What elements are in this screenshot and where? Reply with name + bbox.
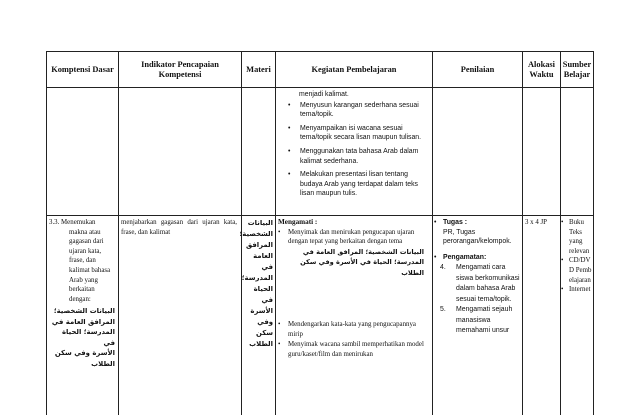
- bullet-icon: •: [288, 101, 291, 109]
- row2-kompetensi-dasar: [49, 218, 117, 369]
- kd-line: makna atau: [69, 228, 101, 236]
- kd-line: ujaran kata,: [69, 247, 102, 255]
- penilaian-pengamatan: [434, 253, 520, 263]
- list-item: [286, 124, 426, 143]
- header-bottom-border: [46, 87, 594, 88]
- kd-line: 3.3. Menemukan: [49, 219, 96, 226]
- kd-indented-block: [49, 228, 117, 305]
- penilaian-numbered-item: [434, 305, 520, 337]
- list-item: [278, 228, 428, 247]
- list-item: [561, 285, 593, 295]
- bullet-icon: •: [288, 171, 291, 179]
- rpp-table: [46, 51, 594, 415]
- bullet-icon: •: [561, 286, 564, 294]
- kegiatan-list-2: [278, 320, 428, 359]
- bullet-icon: •: [278, 321, 281, 329]
- kegiatan-arabic-line: المدرسة؛ الحياة في الأسرة وفي سكن: [300, 258, 424, 267]
- col-border-left: [46, 51, 47, 415]
- row2-indikator: [121, 218, 237, 237]
- kd-arabic-line: البيانات الشخصية؛: [53, 307, 115, 316]
- list-item: [278, 340, 428, 359]
- kegiatan-title: Mengamati :: [278, 218, 318, 226]
- row1-kegiatan-item: Menyusun karangan sederhana sesuai tema/topik.: [300, 101, 419, 119]
- col-border-5: [522, 51, 523, 415]
- header-materi-label: Materi: [246, 64, 271, 74]
- header-indikator-label: Indikator Pencapaian Kompetensi: [141, 59, 219, 79]
- bullet-icon: •: [434, 253, 437, 261]
- list-item: [278, 320, 428, 339]
- row1-kegiatan: [276, 90, 432, 199]
- alokasi-text: 3 x 4 JP: [525, 219, 548, 226]
- materi-line: العامة في: [253, 252, 273, 271]
- kd-line: kalimat bahasa: [69, 266, 111, 274]
- bullet-icon: •: [278, 228, 281, 236]
- col-border-right: [593, 51, 594, 415]
- row2-sumber: [561, 218, 593, 295]
- penilaian-number: 5.: [440, 306, 446, 314]
- header-alokasi: [523, 52, 560, 87]
- row1-kegiatan-lead: menjadi kalimat.: [299, 91, 349, 98]
- sumber-list: [561, 218, 593, 295]
- kd-line: berkaitan: [69, 286, 95, 294]
- materi-line: وفي سكن: [256, 318, 273, 337]
- penilaian-number: 4.: [440, 264, 446, 272]
- bullet-icon: •: [561, 257, 564, 265]
- header-alokasi-label: Alokasi Waktu: [528, 59, 555, 79]
- sumber-item: Buku Teks yang relevan: [569, 219, 590, 255]
- kegiatan-item: Menyimak dan menirukan pengucapan ujaran dengan tepat yang berkaitan dengan tema: [288, 228, 415, 246]
- sumber-item: CD/DVD Pembelajaran: [569, 257, 592, 284]
- penilaian-numbered-text: Mengamati sejauh manasiswa memahami unsur: [456, 306, 513, 335]
- penilaian-tugas-title: Tugas :: [443, 219, 467, 226]
- list-item: [286, 101, 426, 120]
- penilaian-numbered-item: [434, 263, 520, 305]
- list-item: [286, 170, 426, 199]
- row2-alokasi: [525, 218, 560, 228]
- materi-line: الطلاب: [249, 340, 273, 348]
- bullet-icon: •: [288, 147, 291, 155]
- kd-line: Arab yang: [69, 276, 98, 284]
- header-penilaian: [433, 52, 522, 87]
- header-kegiatan-label: Kegiatan Pembelajaran: [311, 64, 397, 74]
- kegiatan-arabic-line: الطلاب: [401, 268, 424, 277]
- header-penilaian-label: Penilaian: [460, 64, 495, 74]
- header-sumber-label: Sumber Belajar: [562, 59, 592, 79]
- row2-penilaian: [434, 218, 520, 337]
- row1-kegiatan-item: Menyampaikan isi wacana sesuai tema/topik secara lisan maupun tulisan.: [300, 124, 422, 142]
- bullet-icon: •: [561, 219, 564, 226]
- kd-arabic-line: الطلاب: [91, 359, 115, 368]
- row2-kegiatan: [278, 218, 428, 360]
- header-sumber: [561, 52, 593, 87]
- materi-line: الأسرة: [250, 307, 273, 315]
- kegiatan-arabic: [278, 247, 428, 279]
- materi-line: المرافق: [246, 241, 273, 249]
- materi-line: البيانات: [247, 219, 273, 227]
- kd-line: dengan:: [69, 295, 91, 303]
- kd-line: gagasan dari: [69, 238, 104, 246]
- row2-materi: [239, 218, 273, 350]
- col-border-1: [118, 51, 119, 415]
- kegiatan-item: Mendengarkan kata-kata yang pengucapannya mirip: [288, 321, 416, 338]
- row1-kegiatan-item: Menggunakan tata bahasa Arab dalam kalimat sederhana.: [300, 147, 419, 165]
- sumber-item: Internet: [569, 286, 591, 294]
- bullet-icon: •: [434, 219, 437, 226]
- row-divider: [46, 215, 594, 216]
- list-item: [561, 256, 593, 285]
- header-kegiatan: [276, 52, 432, 87]
- penilaian-tugas-text: PR, Tugas perorangan/kelompok.: [443, 228, 512, 246]
- header-kompetensi-dasar-label: Komptensi Dasar: [51, 64, 114, 74]
- kd-arabic-line: المرافق العامة في: [51, 317, 115, 326]
- kd-arabic-line: الأسرة وفي سكن: [54, 349, 115, 358]
- kegiatan-arabic-line: البيانات الشخصية؛ المرافق العامة في: [302, 247, 424, 256]
- list-item: [561, 218, 593, 256]
- kd-arabic: [49, 306, 117, 369]
- header-indikator: [119, 52, 241, 87]
- bullet-icon: •: [288, 124, 291, 132]
- materi-line: المدرسة؛: [241, 274, 273, 282]
- row1-kegiatan-list: [286, 101, 426, 199]
- header-materi: [242, 52, 275, 87]
- indikator-text: menjabarkan gagasan dari ujaran kata, frase, dan kalimat: [121, 219, 237, 236]
- header-kompetensi-dasar: [47, 52, 118, 87]
- penilaian-numbered-text: Mengamati cara siswa berkomunikasi dalam bahasa Arab sesuai tema/topik.: [456, 264, 520, 303]
- row1-kegiatan-item: Melakukan presentasi lisan tentang budaya Arab yang terdapat dalam teks lisan maupun tulis.: [300, 171, 418, 198]
- bullet-icon: •: [278, 341, 281, 349]
- kd-arabic-line: المدرسة؛ الحياة في: [61, 328, 115, 347]
- kegiatan-item: Menyimak wacana sambil memperhatikan model guru/kaset/film dan menirukan: [288, 341, 424, 359]
- kd-line: frase, dan: [69, 257, 96, 265]
- kegiatan-list-1: [278, 228, 428, 247]
- materi-line: الشخصية؛: [239, 230, 273, 238]
- col-border-4: [432, 51, 433, 415]
- penilaian-tugas: [434, 218, 520, 247]
- penilaian-pengamatan-title: Pengamatan:: [443, 253, 487, 261]
- list-item: [286, 147, 426, 166]
- materi-line: الحياة في: [253, 285, 273, 304]
